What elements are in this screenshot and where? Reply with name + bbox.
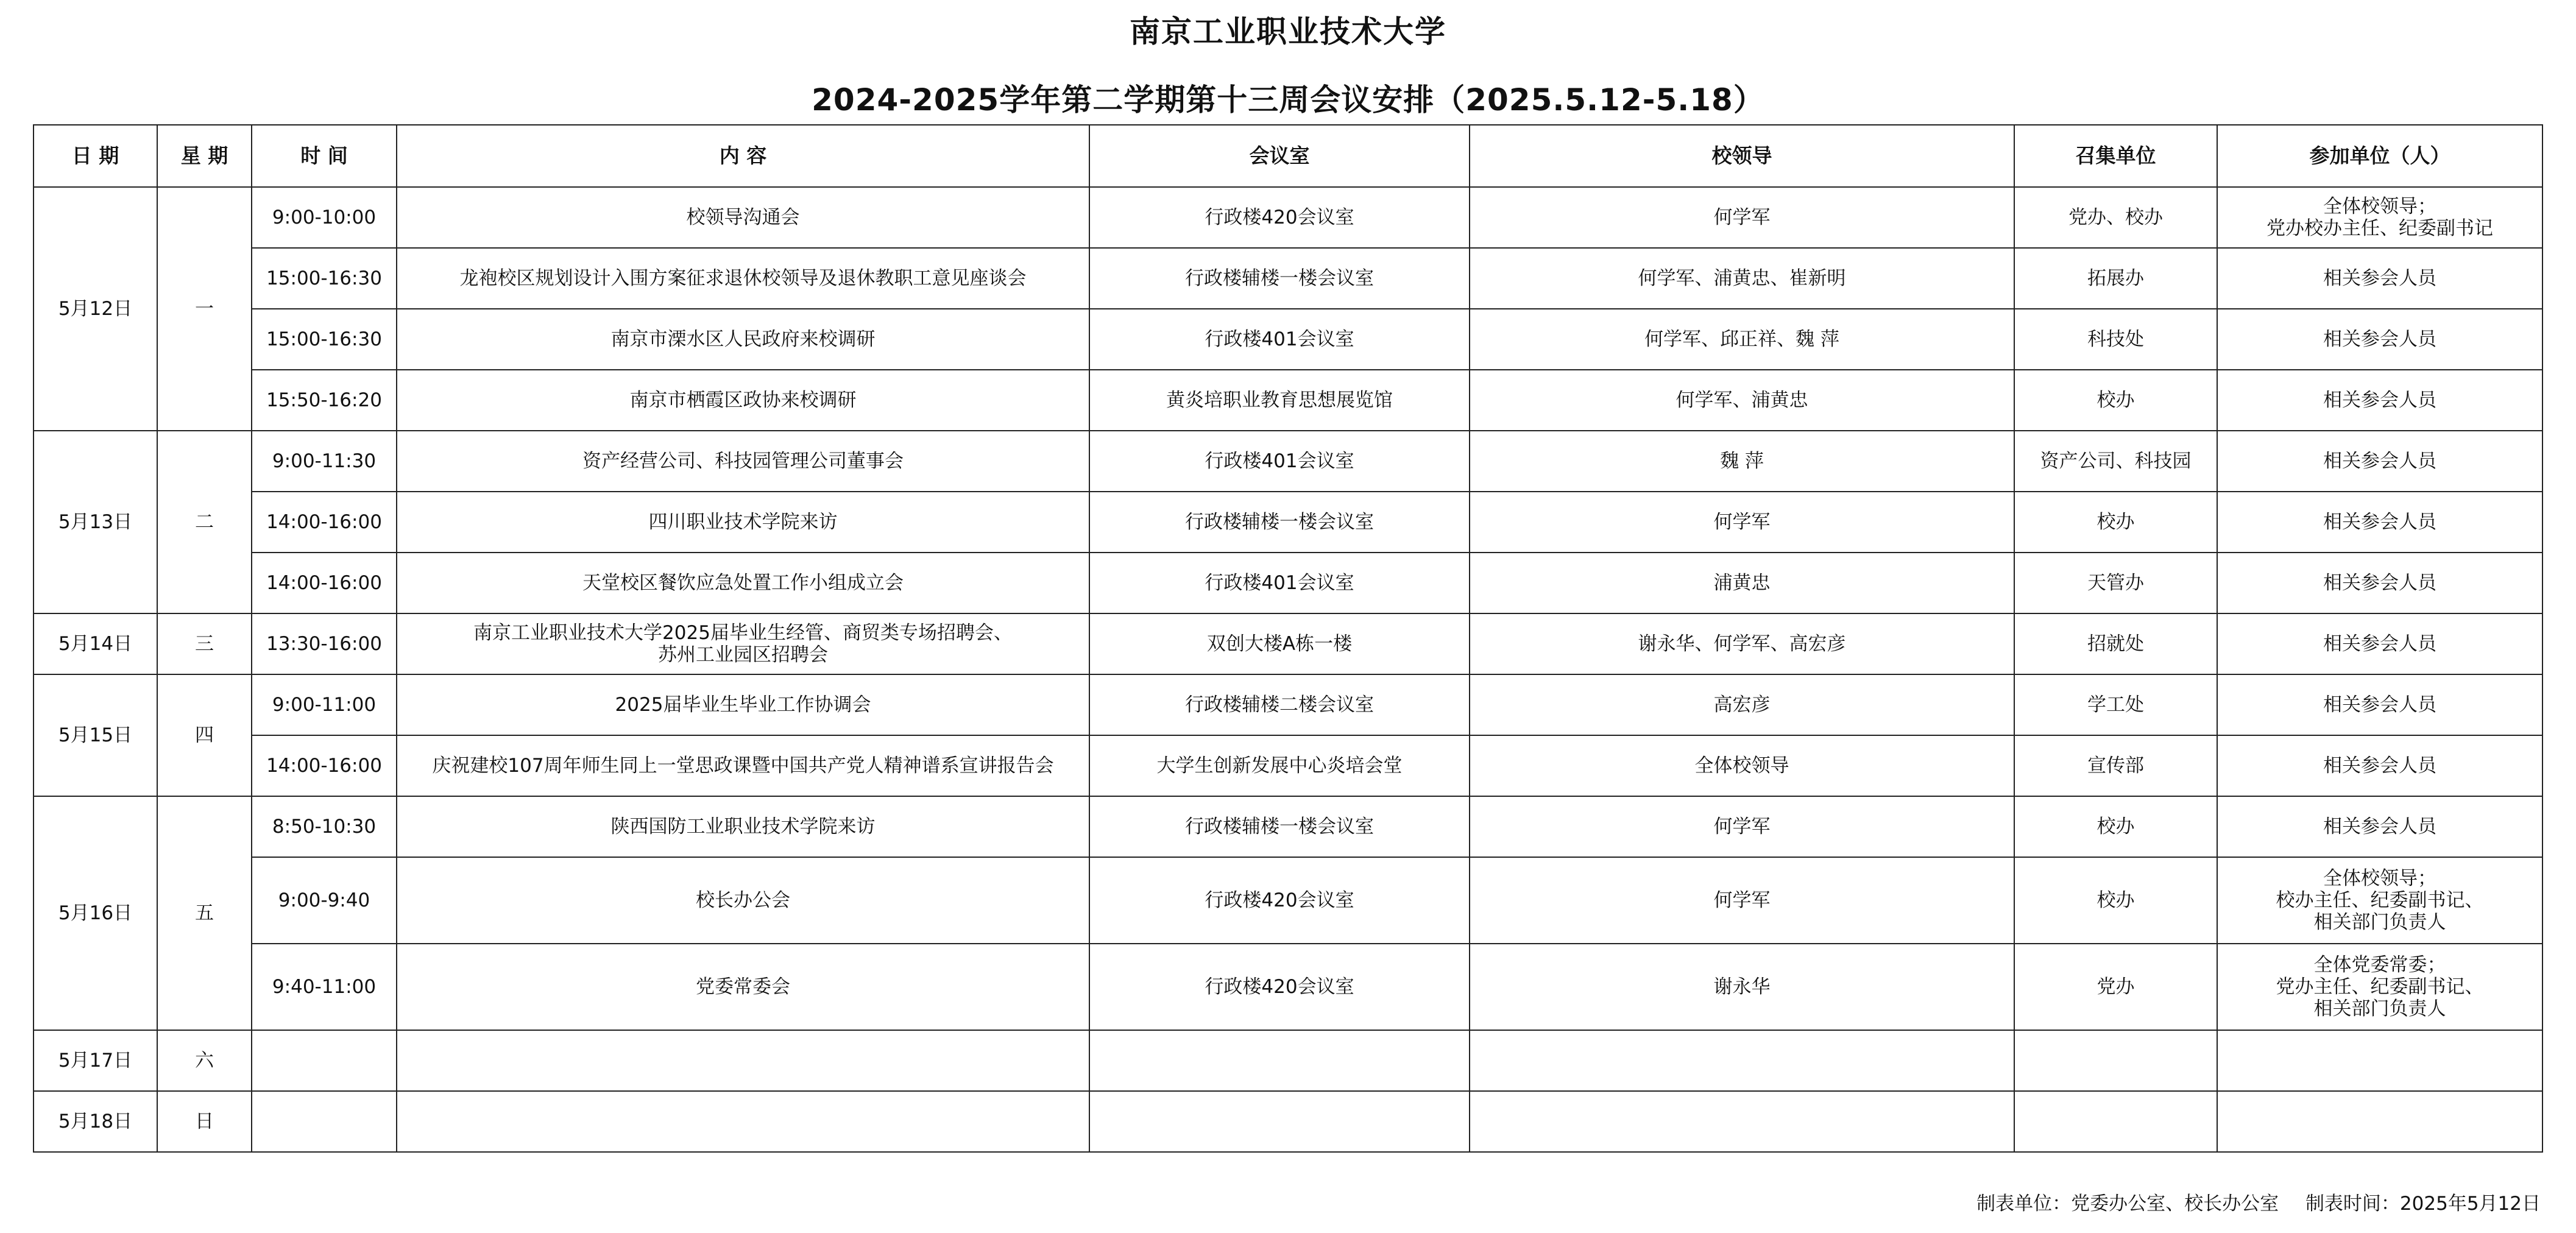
header-room: 会议室 xyxy=(1089,125,1470,187)
leader-cell: 何学军、邱正祥、魏 萍 xyxy=(1470,309,2014,370)
host-cell: 拓展办 xyxy=(2014,248,2217,309)
empty-cell xyxy=(2217,1091,2542,1152)
content-cell: 陕西国防工业职业技术学院来访 xyxy=(397,796,1089,857)
time-cell: 15:50-16:20 xyxy=(252,370,397,431)
content-line: 南京工业职业技术大学2025届毕业生经管、商贸类专场招聘会、 xyxy=(473,622,1013,644)
table-row xyxy=(34,613,2542,674)
weekday-cell: 六 xyxy=(157,1030,252,1091)
time-cell: 9:00-10:00 xyxy=(252,187,397,248)
room-cell: 行政楼401会议室 xyxy=(1089,553,1470,613)
weekday-cell: 二 xyxy=(157,431,252,613)
room-cell: 行政楼420会议室 xyxy=(1089,944,1470,1030)
leader-cell: 谢永华 xyxy=(1470,944,2014,1030)
attendees-line: 党办校办主任、纪委副书记 xyxy=(2266,217,2493,239)
date-cell: 5月14日 xyxy=(34,613,157,674)
table-row xyxy=(34,248,2542,309)
content-cell: 庆祝建校107周年师生同上一堂思政课暨中国共产党人精神谱系宣讲报告会 xyxy=(397,735,1089,796)
empty-cell xyxy=(397,1030,1089,1091)
empty-cell xyxy=(1470,1030,2014,1091)
attendees-cell: 相关参会人员 xyxy=(2217,492,2542,553)
attendees-cell: 相关参会人员 xyxy=(2217,553,2542,613)
attendees-cell xyxy=(2217,187,2542,248)
room-cell: 行政楼401会议室 xyxy=(1089,431,1470,492)
content-cell: 党委常委会 xyxy=(397,944,1089,1030)
time-cell: 15:00-16:30 xyxy=(252,309,397,370)
empty-cell xyxy=(252,1091,397,1152)
content-cell: 校长办公会 xyxy=(397,857,1089,944)
date-cell: 5月17日 xyxy=(34,1030,157,1091)
room-cell: 行政楼401会议室 xyxy=(1089,309,1470,370)
table-row xyxy=(34,674,2542,735)
date-cell: 5月15日 xyxy=(34,674,157,796)
table-row xyxy=(34,309,2542,370)
attendees-cell: 相关参会人员 xyxy=(2217,674,2542,735)
time-cell: 9:00-11:00 xyxy=(252,674,397,735)
table-row xyxy=(34,187,2542,248)
header-attendees: 参加单位（人） xyxy=(2217,125,2542,187)
attendees-cell: 相关参会人员 xyxy=(2217,613,2542,674)
room-cell: 黄炎培职业教育思想展览馆 xyxy=(1089,370,1470,431)
time-cell: 13:30-16:00 xyxy=(252,613,397,674)
leader-cell: 何学军 xyxy=(1470,492,2014,553)
leader-cell: 高宏彦 xyxy=(1470,674,2014,735)
weekday-cell: 一 xyxy=(157,187,252,431)
header-leader: 校领导 xyxy=(1470,125,2014,187)
leader-cell: 何学军、浦黄忠、崔新明 xyxy=(1470,248,2014,309)
time-cell: 14:00-16:00 xyxy=(252,492,397,553)
room-cell: 行政楼辅楼二楼会议室 xyxy=(1089,674,1470,735)
attendees-cell xyxy=(2217,857,2542,944)
table-row xyxy=(34,492,2542,553)
leader-cell: 何学军 xyxy=(1470,187,2014,248)
leader-cell: 全体校领导 xyxy=(1470,735,2014,796)
content-cell: 南京市栖霞区政协来校调研 xyxy=(397,370,1089,431)
attendees-line: 全体党委常委； xyxy=(2313,954,2446,976)
header-date: 日 期 xyxy=(34,125,157,187)
empty-cell xyxy=(252,1030,397,1091)
header-content: 内 容 xyxy=(397,125,1089,187)
attendees-cell: 相关参会人员 xyxy=(2217,370,2542,431)
header-row xyxy=(34,125,2542,187)
content-line: 苏州工业园区招聘会 xyxy=(658,644,828,666)
table-footer xyxy=(1956,1188,2541,1215)
attendees-cell: 相关参会人员 xyxy=(2217,248,2542,309)
header-time: 时 间 xyxy=(252,125,397,187)
host-cell: 科技处 xyxy=(2014,309,2217,370)
time-cell: 9:00-11:30 xyxy=(252,431,397,492)
attendees-line: 相关部门负责人 xyxy=(2313,911,2446,933)
room-cell: 大学生创新发展中心炎培会堂 xyxy=(1089,735,1470,796)
empty-cell xyxy=(1470,1091,2014,1152)
host-cell: 学工处 xyxy=(2014,674,2217,735)
header-host: 召集单位 xyxy=(2014,125,2217,187)
content-cell: 2025届毕业生毕业工作协调会 xyxy=(397,674,1089,735)
time-cell: 8:50-10:30 xyxy=(252,796,397,857)
table-row xyxy=(34,1030,2542,1091)
date-cell: 5月13日 xyxy=(34,431,157,613)
host-cell: 校办 xyxy=(2014,370,2217,431)
date-cell: 5月12日 xyxy=(34,187,157,431)
weekday-cell: 四 xyxy=(157,674,252,796)
host-cell: 校办 xyxy=(2014,857,2217,944)
document-title: 南京工业职业技术大学 xyxy=(1130,14,1446,49)
room-cell: 行政楼420会议室 xyxy=(1089,857,1470,944)
content-cell xyxy=(397,613,1089,674)
time-cell: 14:00-16:00 xyxy=(252,553,397,613)
attendees-line: 党办主任、纪委副书记、 xyxy=(2276,976,2484,998)
leader-cell: 何学军 xyxy=(1470,796,2014,857)
leader-cell: 浦黄忠 xyxy=(1470,553,2014,613)
attendees-line: 全体校领导； xyxy=(2323,867,2436,889)
attendees-cell: 相关参会人员 xyxy=(2217,431,2542,492)
time-cell: 9:40-11:00 xyxy=(252,944,397,1030)
host-cell: 天管办 xyxy=(2014,553,2217,613)
content-cell: 天堂校区餐饮应急处置工作小组成立会 xyxy=(397,553,1089,613)
time-cell: 9:00-9:40 xyxy=(252,857,397,944)
room-cell: 行政楼420会议室 xyxy=(1089,187,1470,248)
attendees-cell: 相关参会人员 xyxy=(2217,796,2542,857)
table-row xyxy=(34,370,2542,431)
content-cell: 四川职业技术学院来访 xyxy=(397,492,1089,553)
host-cell: 招就处 xyxy=(2014,613,2217,674)
host-cell: 校办 xyxy=(2014,492,2217,553)
weekday-cell: 日 xyxy=(157,1091,252,1152)
empty-cell xyxy=(397,1091,1089,1152)
date-cell: 5月18日 xyxy=(34,1091,157,1152)
table-row xyxy=(34,431,2542,492)
leader-cell: 何学军 xyxy=(1470,857,2014,944)
weekday-cell: 五 xyxy=(157,796,252,1030)
footer-maker: 制表单位：党委办公室、校长办公室 xyxy=(1976,1193,2279,1215)
content-cell: 南京市溧水区人民政府来校调研 xyxy=(397,309,1089,370)
table-row xyxy=(34,796,2542,857)
room-cell: 行政楼辅楼一楼会议室 xyxy=(1089,796,1470,857)
footer-made-time: 制表时间：2025年5月12日 xyxy=(2305,1193,2541,1215)
leader-cell: 谢永华、何学军、高宏彦 xyxy=(1470,613,2014,674)
document-subtitle: 2024-2025学年第二学期第十三周会议安排（2025.5.12-5.18） xyxy=(812,82,1764,118)
room-cell: 行政楼辅楼一楼会议室 xyxy=(1089,248,1470,309)
room-cell: 双创大楼A栋一楼 xyxy=(1089,613,1470,674)
time-cell: 14:00-16:00 xyxy=(252,735,397,796)
empty-cell xyxy=(2014,1030,2217,1091)
table-row xyxy=(34,857,2542,944)
weekday-cell: 三 xyxy=(157,613,252,674)
table-row xyxy=(34,1091,2542,1152)
empty-cell xyxy=(2014,1091,2217,1152)
host-cell: 宣传部 xyxy=(2014,735,2217,796)
date-cell: 5月16日 xyxy=(34,796,157,1030)
host-cell: 党办、校办 xyxy=(2014,187,2217,248)
meeting-schedule-table xyxy=(33,124,2543,1153)
table-row xyxy=(34,944,2542,1030)
empty-cell xyxy=(1089,1091,1470,1152)
table-row xyxy=(34,735,2542,796)
host-cell: 校办 xyxy=(2014,796,2217,857)
attendees-cell: 相关参会人员 xyxy=(2217,309,2542,370)
attendees-line: 相关部门负责人 xyxy=(2313,998,2446,1020)
empty-cell xyxy=(1089,1030,1470,1091)
host-cell: 党办 xyxy=(2014,944,2217,1030)
content-cell: 龙袍校区规划设计入围方案征求退休校领导及退休教职工意见座谈会 xyxy=(397,248,1089,309)
header-weekday: 星 期 xyxy=(157,125,252,187)
attendees-cell xyxy=(2217,944,2542,1030)
attendees-line: 校办主任、纪委副书记、 xyxy=(2276,889,2484,911)
empty-cell xyxy=(2217,1030,2542,1091)
leader-cell: 魏 萍 xyxy=(1470,431,2014,492)
table-row xyxy=(34,553,2542,613)
attendees-cell: 相关参会人员 xyxy=(2217,735,2542,796)
attendees-line: 全体校领导； xyxy=(2323,196,2436,217)
content-cell: 校领导沟通会 xyxy=(397,187,1089,248)
room-cell: 行政楼辅楼一楼会议室 xyxy=(1089,492,1470,553)
leader-cell: 何学军、浦黄忠 xyxy=(1470,370,2014,431)
time-cell: 15:00-16:30 xyxy=(252,248,397,309)
content-cell: 资产经营公司、科技园管理公司董事会 xyxy=(397,431,1089,492)
host-cell: 资产公司、科技园 xyxy=(2014,431,2217,492)
